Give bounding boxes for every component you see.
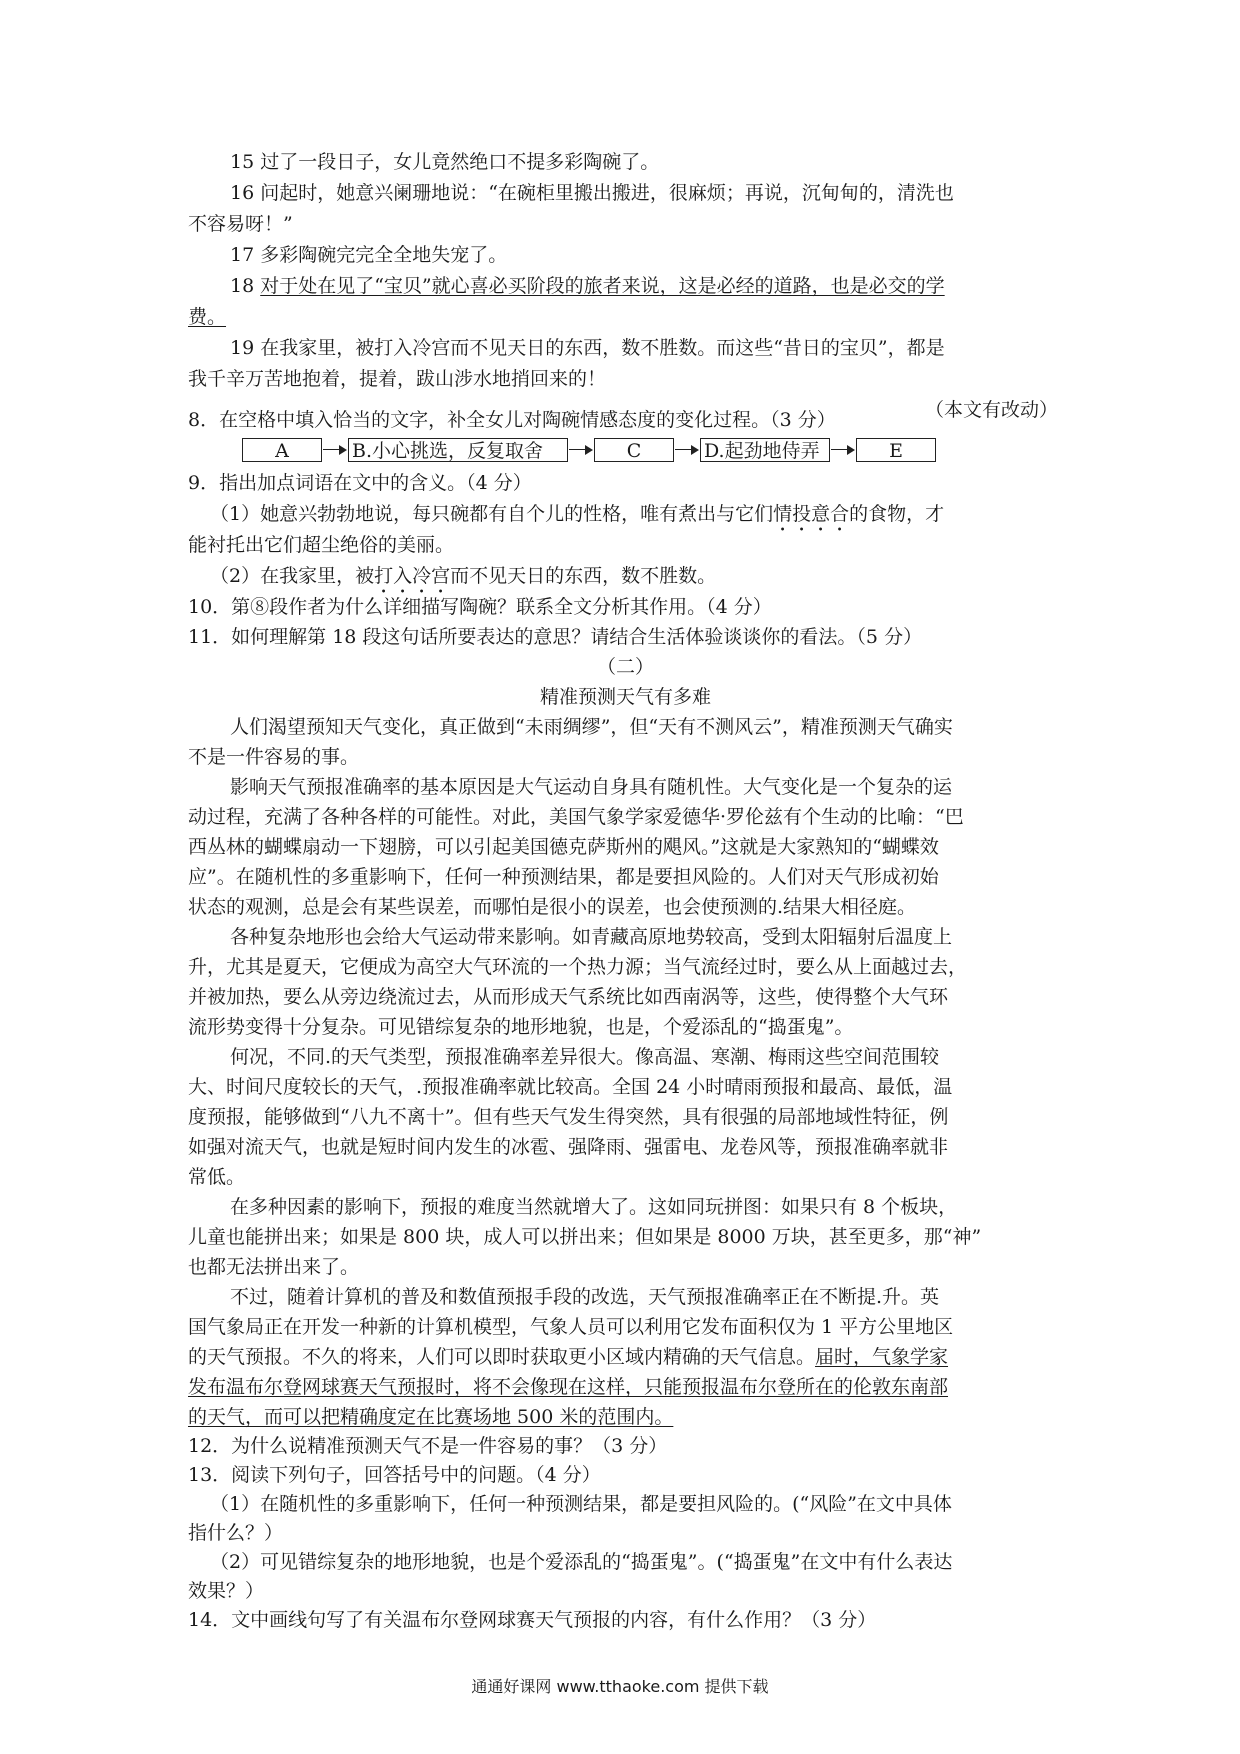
- article-para-4-line5: 常低。: [188, 1166, 246, 1188]
- question-8: 8．在空格中填入恰当的文字，补全女儿对陶碗情感态度的变化过程。（3 分）: [188, 409, 836, 431]
- paragraph-17: 17 多彩陶碗完完全全地失宠了。: [230, 244, 508, 266]
- article-para-6-line5: [188, 1402, 1063, 1432]
- q9-item-1-text-end: 的食物，才: [849, 503, 945, 525]
- article-para-2-line5: 状态的观测，总是会有某些误差，而哪怕是很小的误差，也会使预测的.结果大相径庭。: [188, 896, 917, 918]
- article-para-4-line2: 大、时间尺度较长的天气，.预报准确率就比较高。全国 24 小时晴雨预报和最高、最低，温: [188, 1076, 953, 1098]
- article-para-4-line1: 何况，不同.的天气类型，预报准确率差异很大。像高温、寒潮、梅雨这些空间范围较: [230, 1046, 940, 1068]
- article-para-3-line3: 并被加热，要么从旁边绕流过去，从而形成天气系统比如西南涡等，这些，使得整个大气环: [188, 986, 949, 1008]
- page-footer: 通通好课网 www.tthaoke.com 提供下载: [471, 1677, 769, 1696]
- question-11: 11．如何理解第 18 段这句话所要表达的意思？请结合生活体验谈谈你的看法。（5 分）: [188, 626, 923, 648]
- dotted-word-qingtouyihe: 情投意合: [773, 503, 850, 525]
- underlined-sentence-middle: 发布温布尔登网球赛天气预报时，将不会像现在这样，只能预报温布尔登所在的伦敦东南部: [188, 1376, 949, 1398]
- paragraph-16-line1: 16 问起时，她意兴阑珊地说：“在碗柜里搬出搬进，很麻烦；再说，沉甸甸的，清洗也: [230, 182, 954, 204]
- q9-item-1-text: （1）她意兴勃勃地说，每只碗都有自个儿的性格，唯有煮出与它们: [210, 503, 774, 525]
- dotted-word-darulenggong: 打入冷宫: [374, 565, 451, 587]
- underlined-sentence-18-end: 费。: [188, 306, 227, 328]
- paragraph-19-line2: 我千辛万苦地抱着，提着，跋山涉水地捎回来的！: [188, 368, 607, 390]
- article-para-2-line3: 西丛林的蝴蝶扇动一下翅膀，可以引起美国德克萨斯州的飓风。”这就是大家熟知的“蝴蝶效: [188, 836, 939, 858]
- question-14: 14．文中画线句写了有关温布尔登网球赛天气预报的内容，有什么作用？（3 分）: [188, 1609, 877, 1631]
- question-12: 12．为什么说精准预测天气不是一件容易的事？（3 分）: [188, 1435, 668, 1457]
- article-para-3-line4: 流形势变得十分复杂。可见错综复杂的地形地貌，也是，个爱添乱的“捣蛋鬼”。: [188, 1016, 854, 1038]
- question-13-item-1-line2: 指什么？）: [188, 1522, 284, 1544]
- question-9-item-1-line2: 能衬托出它们超尘绝俗的美丽。: [188, 534, 455, 556]
- flow-box-e: E: [856, 438, 936, 462]
- attitude-flow-chart: [242, 437, 936, 463]
- paragraph-15: 15 过了一段日子，女儿竟然绝口不提多彩陶碗了。: [230, 151, 660, 173]
- question-13-item-2-line1: （2）可见错综复杂的地形地貌，也是个爱添乱的“捣蛋鬼”。(“捣蛋鬼”在文中有什么表达: [210, 1551, 953, 1573]
- underlined-sentence-start: 届时，气象学家: [815, 1346, 949, 1368]
- article-para-4-line4: 如强对流天气，也就是短时间内发生的冰雹、强降雨、强雷电、龙卷风等，预报准确率就非: [188, 1136, 949, 1158]
- article-para-1-line1: 人们渴望预知天气变化，真正做到“未雨绸缪”，但“天有不测风云”，精准预测天气确实: [230, 716, 953, 738]
- paragraph-18-line1: [230, 271, 1063, 301]
- flow-box-b: B.小心挑选，反复取舍: [348, 438, 568, 462]
- question-9: 9．指出加点词语在文中的含义。（4 分）: [188, 472, 532, 494]
- flow-box-d: D.起劲地侍弄: [700, 438, 830, 462]
- flow-box-c: C: [594, 438, 674, 462]
- article-para-6-text: 的天气预报。不久的将来，人们可以即时获取更小区域内精确的天气信息。: [188, 1346, 816, 1368]
- article-para-2-line4: 应”。在随机性的多重影响下，任何一种预测结果，都是要担风险的。人们对天气形成初始: [188, 866, 939, 888]
- q9-item-2-text: （2）在我家里，被: [210, 565, 375, 587]
- flow-arrow-icon: [322, 438, 348, 462]
- revision-note: （本文有改动）: [924, 399, 1058, 421]
- question-13-item-2-line2: 效果？）: [188, 1580, 265, 1602]
- paragraph-18-line2: [188, 302, 1063, 332]
- flow-arrow-icon: [830, 438, 856, 462]
- article-para-6-line1: 不过，随着计算机的普及和数值预报手段的改选，天气预报准确率正在不断提.升。英: [230, 1286, 940, 1308]
- article-para-5-line1: 在多种因素的影响下，预报的难度当然就增大了。这如同玩拼图：如果只有 8 个板块，: [230, 1196, 958, 1218]
- paragraph-18-number: 18: [230, 275, 261, 297]
- paragraph-16-line2: 不容易呀！”: [188, 213, 293, 235]
- article-para-1-line2: 不是一件容易的事。: [188, 746, 360, 768]
- article-para-2-line1: 影响天气预报准确率的基本原因是大气运动自身具有随机性。大气变化是一个复杂的运: [230, 776, 953, 798]
- question-10: 10．第⑧段作者为什么详细描写陶碗？联系全文分析其作用。（4 分）: [188, 596, 772, 618]
- flow-arrow-icon: [674, 438, 700, 462]
- question-13: 13．阅读下列句子，回答括号中的问题。（4 分）: [188, 1464, 601, 1486]
- q9-item-2-text-end: 而不见天日的东西，数不胜数。: [450, 565, 717, 587]
- flow-box-a: A: [242, 438, 322, 462]
- article-title: 精准预测天气有多难: [539, 686, 711, 708]
- article-para-4-line3: 度预报，能够做到“八九不离十”。但有些天气发生得突然，具有很强的局部地域性特征，例: [188, 1106, 949, 1128]
- underlined-sentence-end: 的天气，而可以把精确度定在比赛场地 500 米的范围内。: [188, 1406, 674, 1428]
- article-para-3-line1: 各种复杂地形也会给大气运动带来影响。如青藏高原地势较高，受到太阳辐射后温度上: [230, 926, 953, 948]
- article-para-6-line2: 国气象局正在开发一种新的计算机模型，气象人员可以利用它发布面积仅为 1 平方公里地区: [188, 1316, 954, 1338]
- section-heading: （二）: [596, 656, 654, 678]
- article-para-5-line2: 儿童也能拼出来；如果是 800 块，成人可以拼出来；但如果是 8000 万块，甚至更多，那“神”: [188, 1226, 982, 1248]
- paragraph-19-line1: 19 在我家里，被打入冷宫而不见天日的东西，数不胜数。而这些“昔日的宝贝”，都是: [230, 337, 945, 359]
- article-para-2-line2: 动过程，充满了各种各样的可能性。对此，美国气象学家爱德华·罗伦兹有个生动的比喻：“巴: [188, 806, 964, 828]
- article-para-6-line3: [188, 1342, 1063, 1372]
- article-para-3-line2: 升，尤其是夏天，它便成为高空大气环流的一个热力源；当气流经过时，要么从上面越过去，: [188, 956, 968, 978]
- article-para-6-line4: [188, 1372, 1063, 1402]
- question-13-item-1-line1: （1）在随机性的多重影响下，任何一种预测结果，都是要担风险的。(“风险”在文中具体: [210, 1493, 952, 1515]
- underlined-sentence-18: 对于处在见了“宝贝”就心喜必买阶段的旅者来说，这是必经的道路，也是必交的学: [260, 275, 945, 297]
- article-para-5-line3: 也都无法拼出来了。: [188, 1256, 360, 1278]
- flow-arrow-icon: [568, 438, 594, 462]
